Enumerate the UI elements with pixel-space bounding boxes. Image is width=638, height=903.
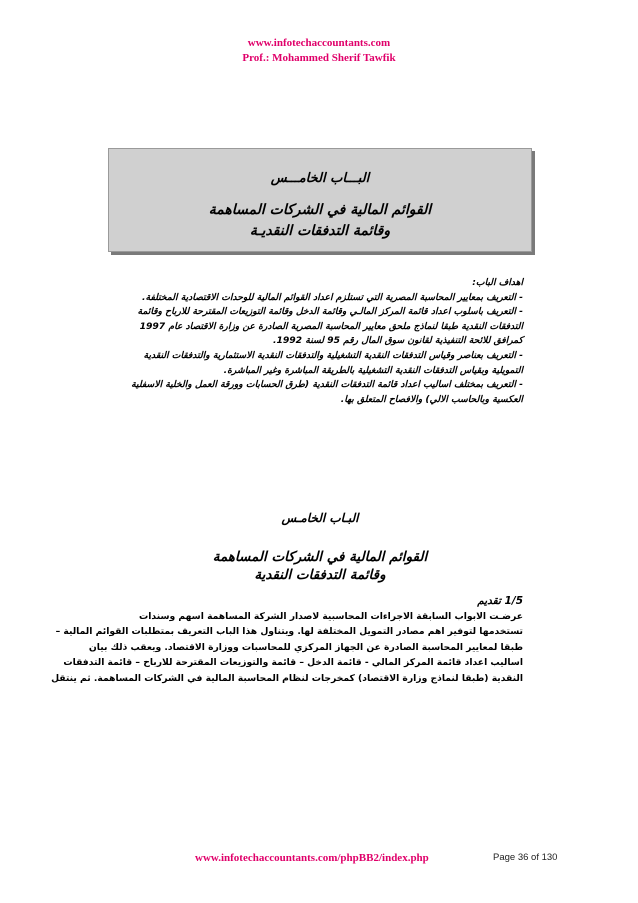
intro-line: تستخدمها لتوفير اهم مصادر التمويل المختلفة لها. ويتناول هذا الباب التعريف بمتطلبات القوائم المالية – (55, 626, 523, 638)
objective-line: - التعريف بعناصر وقياس التدفقات النقدية التشغيلية والتدفقات النقدية الاستثمارية والتدفقات النقدية (143, 349, 523, 361)
objective-line: التدفقات النقدية طبقا لنماذج ملحق معايير المحاسبة المصرية الصادرة عن وزارة الاقتصاد عام 1997 (139, 320, 523, 332)
footer-link[interactable]: www.infotechaccountants.com/phpBB2/index.php (195, 852, 429, 864)
intro-heading: 1/5 تقديم (477, 595, 523, 607)
intro-line: طبقا لمعايير المحاسبة الصادرة عن الجهاز المركزي للمحاسبات ووزارة الاقتصاد. ويعقب ذلك بيان (88, 641, 523, 653)
objective-line: - التعريف بمعايير المحاسبة المصرية التي تستلزم اعداد القوائم المالية للوحدات الاقتصادية المختلفة. (142, 291, 523, 303)
page-number: Page 36 of 130 (493, 852, 558, 863)
objective-line: كمرافق للائحة التنفيذية لقانون سوق المال رقم 95 لسنة 1992. (273, 335, 523, 347)
repeat-subtitle-line2: وقائمة التدفقات النقدية (254, 567, 386, 583)
chapter-subtitle-line2: وقائمة التدفقات النقديـة (249, 223, 391, 239)
page-header (0, 36, 638, 66)
objective-line: العكسية وبالحاسب الالي) والافصاح المتعلق بها. (340, 393, 523, 405)
header-website[interactable]: www.infotechaccountants.com (247, 37, 391, 49)
intro-line: عرضـت الابواب السابقة الاجراءات المحاسبية لاصدار الشركة المساهمة اسهم وسندات (139, 611, 523, 622)
intro-line: النقدية (طبقا لنماذج وزارة الاقتصاد) كمخرجات لنظام المحاسبة المالية في الشركات المساهمة. ثم ينتقل (51, 672, 523, 684)
header-author: Prof.: Mohammed Sherif Tawfik (242, 52, 396, 64)
objective-line: التمويلية وبقياس التدفقات النقدية التشغيلية بالطريقة المباشرة وغير المباشرة. (223, 364, 523, 376)
intro-line: اساليب اعداد قائمة المركز المالي - قائمة الدخل – قائمة والتوزيعات المقترحة للارباح – قائمة التدفقات (63, 657, 523, 669)
chapter-subtitle-line1: القوائم المالية في الشركات المساهمة (208, 202, 432, 218)
objective-line: - التعريف بمختلف اساليب اعداد قائمة التدفقات النقدية (طرق الحسابات وورقة العمل والخلية الاسفلية (131, 379, 523, 391)
repeat-chapter-title: البـاب الخامـس (281, 511, 359, 525)
repeated-chapter-title (100, 510, 540, 584)
objective-line: - التعريف باسلوب اعداد قائمة المركز المالـي وقائمة الدخل وقائمة التوزيعات المقترحة للارباح وقائمة (137, 306, 523, 318)
chapter-title: البـــاب الخامـــس (270, 171, 370, 186)
objectives-heading: اهداف الباب: (472, 277, 523, 288)
chapter-title-box (108, 148, 532, 252)
chapter-objectives (118, 276, 523, 407)
intro-section (51, 593, 523, 686)
repeat-subtitle-line1: القوائم المالية في الشركات المساهمة (212, 549, 428, 565)
